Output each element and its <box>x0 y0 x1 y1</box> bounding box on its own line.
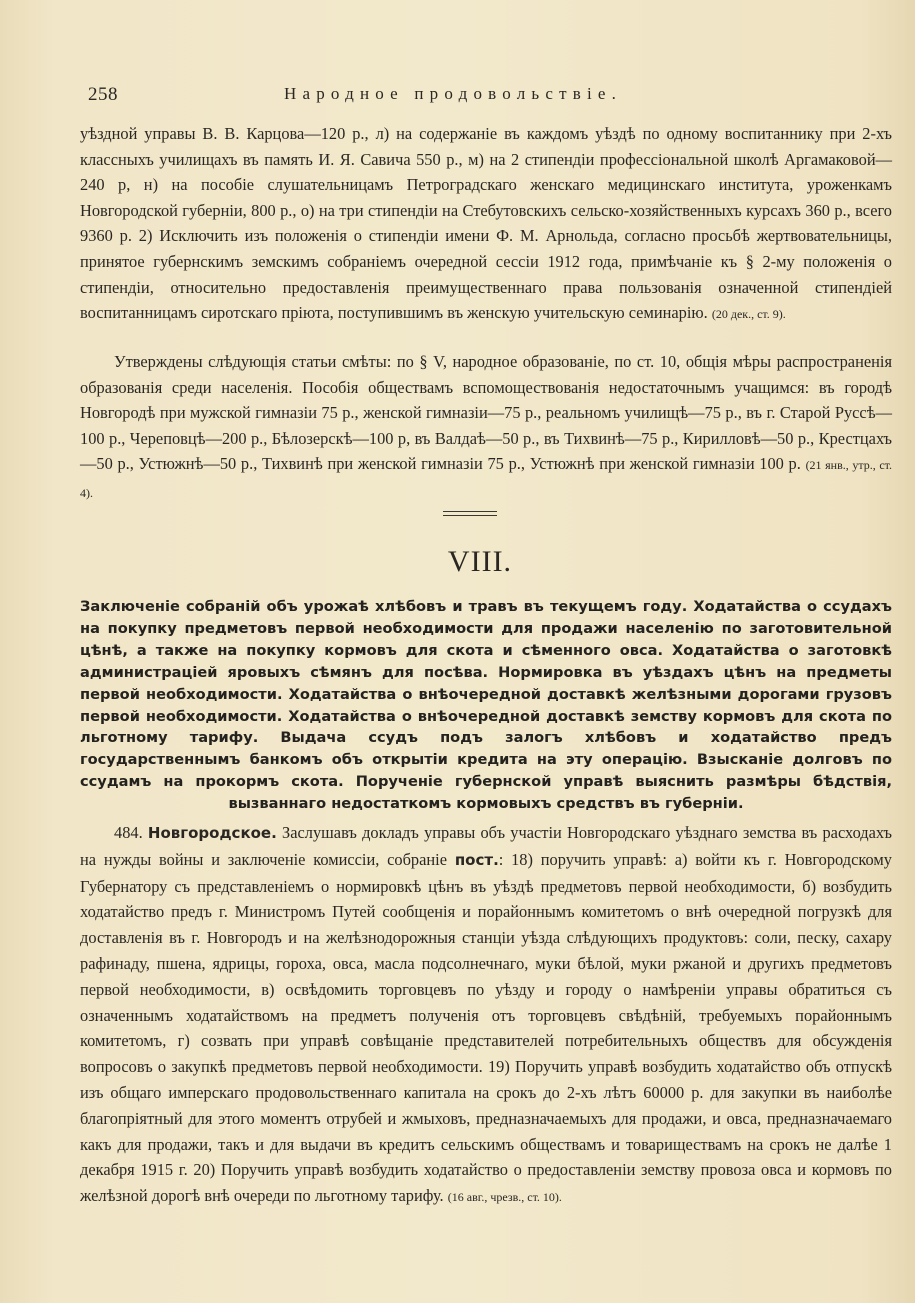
section-number: VIII. <box>447 545 513 578</box>
section-summary: Заключенiе собранiй объ урожаѣ хлѣбовъ и травъ въ текущемъ году. Ходатайства о ссудахъ на покупку предметовъ первой необходимости для продажи населенiю по заготовительной цѣнѣ, а также на покупку кормовъ для скота и сѣменного овса. Ходатайства о заготовкѣ администрацiей яровыхъ сѣмянъ для посѣва. Нормировка въ уѣздахъ цѣнъ на предметы первой необходимости. Ходатайства о внѣочередной доставкѣ желѣзными дорогами грузовъ первой необходимости. Ходатайства о внѣочередной доставкѣ земству кормовъ для скота по льготному тарифу. Выдача ссудъ подъ залогъ хлѣбовъ и ходатайство предъ государственнымъ банкомъ объ открытiи кредита на эту операцiю. Взысканiе долговъ по ссудамъ на прокормъ скота. Порученiе губернской управѣ выяснить размѣры бѣдствiя, вызваннаго недостаткомъ кормовыхъ средствъ въ губернiи. <box>80 598 892 813</box>
citation: (21 янв., утр., ст. 4). <box>80 458 892 500</box>
page-number: 258 <box>88 84 118 105</box>
citation: (20 дек., ст. 9). <box>711 307 786 322</box>
paragraph-estimate <box>80 349 892 507</box>
paragraph-text: Утверждены слѣдующiя статьи смѣты: по § V, народное образованiе, по ст. 10, общiя мѣры распространенiя образованiя среди населенiя. Пособiя обществамъ вспомоществованiя недостаточнымъ учащимся: въ городѣ Новгородѣ при мужской гимназiи 75 р., женской гимназiи—75 р., реальномъ училищѣ—75 р., въ г. Старой Руссѣ—100 р., Череповцѣ—200 р., Бѣлозерскѣ—100 р, въ Валдаѣ—50 р., въ Тихвинѣ—75 р., Кирилловѣ—50 р., Крестцахъ—50 р., Устюжнѣ—50 р., Тихвинѣ при женской гимназiи 75 р., Устюжнѣ при женской гимназiи 100 р. <box>80 352 892 474</box>
resolution-word: пост. <box>454 850 499 869</box>
running-title: Народное продовольствiе. <box>284 84 623 103</box>
citation: (16 авг., чрезв., ст. 10). <box>447 1190 562 1205</box>
section-divider <box>443 511 497 516</box>
paragraph-novgorod <box>80 820 892 1211</box>
paragraph-stipends <box>80 121 892 328</box>
paragraph-text: Заслушавъ докладъ управы объ участiи Новгородскаго уѣзднаго земства въ расходахъ на нужды войны и заключенiе комиссiи, собранiе <box>80 823 892 869</box>
paragraph-text: уѣздной управы В. В. Карцова—120 р., л) на содержанiе въ каждомъ уѣздѣ по одному воспитаннику при 2-хъ классныхъ училищахъ въ память И. Я. Савича 550 р., м) на 2 стипендiи профессiональной школѣ Аргамаковой—240 р, н) на пособiе слушательницамъ Петроградскаго женскаго медицинскаго института, уроженкамъ Новгородской губернiи, 800 р., о) на три стипендiи на Стебутовскихъ сельско-хозяйственныхъ курсахъ 360 р., всего 9360 р. 2) Исключить изъ положенiя о стипендiи имени Ф. М. Арнольда, согласно просьбѣ жертвовательницы, принятое губернскимъ земскимъ собранiемъ очередной сессiи 1912 года, примѣчанiе къ § 2-му положенiя о стипендiи, относительно предоставленiя преимущественнаго права пользованiя означенной стипендiей воспитанницамъ сиротскаго прiюта, поступившимъ въ женскую учительскую семинарiю. <box>80 124 892 323</box>
page-header <box>88 84 836 106</box>
paragraph-text-cont: : 18) поручить управѣ: а) войти къ г. Новгородскому Губернатору съ представленiемъ о нормировкѣ цѣнъ въ уѣздѣ предметовъ первой необходимости, б) возбудить ходатайство предъ г. Министромъ Путей сообщенiя и порайоннымъ комитетомъ о внѣ очередной погрузкѣ для доставленiя въ г. Новгородъ и на желѣзнодорожныя станцiи уѣзда слѣдующихъ продуктовъ: соли, песку, сахару рафинаду, пшена, ядрицы, гороха, овса, масла подсолнечнаго, муки бѣлой, муки ржаной и другихъ предметовъ первой необходимости, в) освѣдомить торговцевъ по уѣзду и городу о намѣренiи управы обратиться съ означеннымъ ходатайствомъ на предметъ полученiя отъ торговцевъ свѣдѣнiй, требуемыхъ порайоннымъ комитетомъ, г) созвать при управѣ совѣщанiе представителей потребительныхъ обществъ для обсужденiя вопросовъ о закупкѣ предметовъ первой необходимости. 19) Поручить управѣ возбудить ходатайство объ отпускѣ изъ общаго имперскаго продовольственнаго капитала на срокъ до 2-хъ лѣтъ 60000 р. для закупки въ наиболѣе благопрiятный для этого моментъ отрубей и жмыховъ, предназначаемыхъ для продажи, и овса, предназначаемаго какъ для продажи, такъ и для выдачи въ кредитъ сельскимъ обществамъ и товариществамъ на срокъ не далѣе 1 декабря 1915 г. 20) Поручить управѣ возбудить ходатайство о предоставленiи земству провоза овса и кормовъ по желѣзной дорогѣ внѣ очереди по льготному тарифу. <box>80 849 892 1206</box>
item-number: 484. <box>114 823 143 842</box>
district-name: Новгородское. <box>147 824 277 842</box>
